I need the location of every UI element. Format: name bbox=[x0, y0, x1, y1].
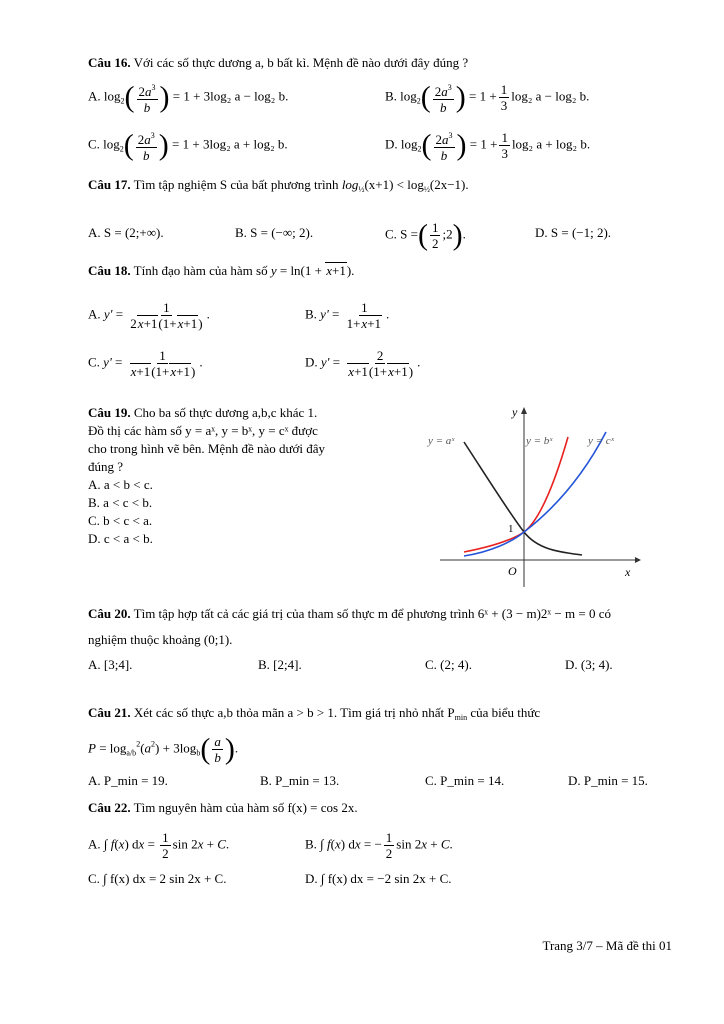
q19-option-d[interactable]: D. c < a < b. bbox=[88, 531, 153, 546]
q16-option-b[interactable]: B. $\log_2$( $\frac{2a^3}{b}$ ) = 1 + $\frac{1}{3}$ log₂ a − log₂ b. bbox=[385, 80, 590, 115]
q19-option-c[interactable]: C. b < c < a. bbox=[88, 513, 153, 528]
q18-stem: Câu 18. Tính đạo hàm của hàm số y = ln(1 + x+1). bbox=[88, 263, 355, 278]
q22-stem: Câu 22. Tìm nguyên hàm của hàm số f(x) = cos 2x. bbox=[88, 800, 358, 815]
q20-option-d[interactable]: D. (3; 4). bbox=[565, 657, 613, 672]
q17-option-d[interactable]: D. S = (−1; 2). bbox=[535, 225, 612, 240]
q18-option-a[interactable]: A. y' = $\frac{1}{2x+1(1+x+1)}$ . bbox=[88, 300, 210, 331]
q18-option-d[interactable]: D. y' = $\frac{2}{x+1(1+x+1)}$ . bbox=[305, 348, 421, 379]
q21-stem: Câu 21. Xét các số thực a,b thỏa mãn a > b > 1. Tìm giá trị nhỏ nhất $P_{min}$ của biểu thức bbox=[88, 705, 541, 722]
q19-exponential-graph bbox=[420, 402, 642, 592]
q21-option-d[interactable]: D. P_min = 15. bbox=[568, 773, 648, 788]
q16-a-rhs: = 1 + 3log₂ a − log₂ b. bbox=[172, 88, 289, 104]
q16-stem bbox=[88, 54, 468, 72]
q22-option-a[interactable]: A. ∫ f(x) dx = $\frac{1}{2}$ sin 2x + C. bbox=[88, 830, 230, 861]
q19-option-b[interactable]: B. a < c < b. bbox=[88, 495, 153, 510]
q22-option-c[interactable]: C. ∫ f(x) dx = 2 sin 2x + C. bbox=[88, 871, 227, 886]
q17-stem: Câu 17. Tìm tập nghiệm S của bất phương trình $\log_{\frac{1}{2}}(x+1) < \log_{\frac{1}{2}}(2x-1)$. bbox=[88, 177, 469, 194]
q18-option-c[interactable]: C. y' = $\frac{1}{x+1(1+x+1)}$ . bbox=[88, 348, 203, 379]
q21-option-c[interactable]: C. P_min = 14. bbox=[425, 773, 505, 788]
q17-option-c[interactable]: C. S =( $\frac{1}{2}$ ;2). bbox=[385, 218, 466, 252]
q16-option-a[interactable]: A. $\log_2$( $\frac{2a^3}{b}$ ) = 1 + 3log₂ a − log₂ b. bbox=[88, 80, 289, 115]
curve-a bbox=[464, 442, 582, 555]
q16-option-d[interactable]: D. $\log_2$( $\frac{2a^3}{b}$ ) = 1 + $\frac{1}{3}$ log₂ a + log₂ b. bbox=[385, 128, 591, 163]
q18-option-b[interactable]: B. y' = $\frac{1}{1+x+1}$ . bbox=[305, 300, 390, 331]
origin-label: O bbox=[508, 564, 517, 578]
y-intercept-label: 1 bbox=[508, 523, 514, 535]
q20-option-b[interactable]: B. [2;4]. bbox=[258, 657, 302, 672]
q17-option-b[interactable]: B. S = (−∞; 2). bbox=[235, 225, 314, 240]
q16-option-c[interactable]: C. $\log_2$( $\frac{2a^3}{b}$ ) = 1 + 3log₂ a + log₂ b. bbox=[88, 128, 288, 163]
page-footer: Trang 3/7 – Mã đề thi 01 bbox=[542, 938, 672, 953]
curve-b bbox=[464, 437, 568, 552]
y-axis-label: y bbox=[512, 405, 518, 419]
q22-option-b[interactable]: B. ∫ f(x) dx = − $\frac{1}{2}$ sin 2x + C. bbox=[305, 830, 453, 861]
q19-stem: Câu 19. Cho ba số thực dương a,b,c khác 1. Đồ thị các hàm số y = aˣ, y = bˣ, y = cˣ được cho trong hình vẽ bên. Mệnh đề nào dưới đây đúng ? A. a < b < c. B. a < c < b. C. b < c < a. D. c < a < b. bbox=[88, 404, 408, 548]
curve-c bbox=[464, 432, 606, 556]
q20-stem: Câu 20. Tìm tập hợp tất cả các giá trị của tham số thực m để phương trình 6ˣ + (3 − m)2ˣ − m = 0 có nghiệm thuộc khoảng (0;1). bbox=[88, 606, 611, 647]
q20-option-a[interactable]: A. [3;4]. bbox=[88, 657, 133, 672]
label-b: y = bˣ bbox=[526, 435, 553, 447]
q20-option-c[interactable]: C. (2; 4). bbox=[425, 657, 472, 672]
q16-text: Với các số thực dương a, b bất kì. Mệnh đề nào dưới đây đúng ? bbox=[133, 55, 469, 70]
q16-label: Câu 16. bbox=[88, 55, 131, 70]
q21-option-a[interactable]: A. P_min = 19. bbox=[88, 773, 168, 788]
x-axis-label: x bbox=[625, 565, 631, 579]
label-c: y = cˣ bbox=[588, 435, 614, 447]
q17-option-a[interactable]: A. S = (2;+∞). bbox=[88, 225, 164, 240]
q19-option-a[interactable]: A. a < b < c. bbox=[88, 477, 153, 492]
q22-option-d[interactable]: D. ∫ f(x) dx = −2 sin 2x + C. bbox=[305, 871, 452, 886]
label-a: y = aˣ bbox=[428, 435, 455, 447]
q21-expression: $P = \log_{a/b}^2(a^2) + 3\log_b$( $\frac{a}{b}$ ). bbox=[88, 732, 239, 766]
q21-option-b[interactable]: B. P_min = 13. bbox=[260, 773, 340, 788]
